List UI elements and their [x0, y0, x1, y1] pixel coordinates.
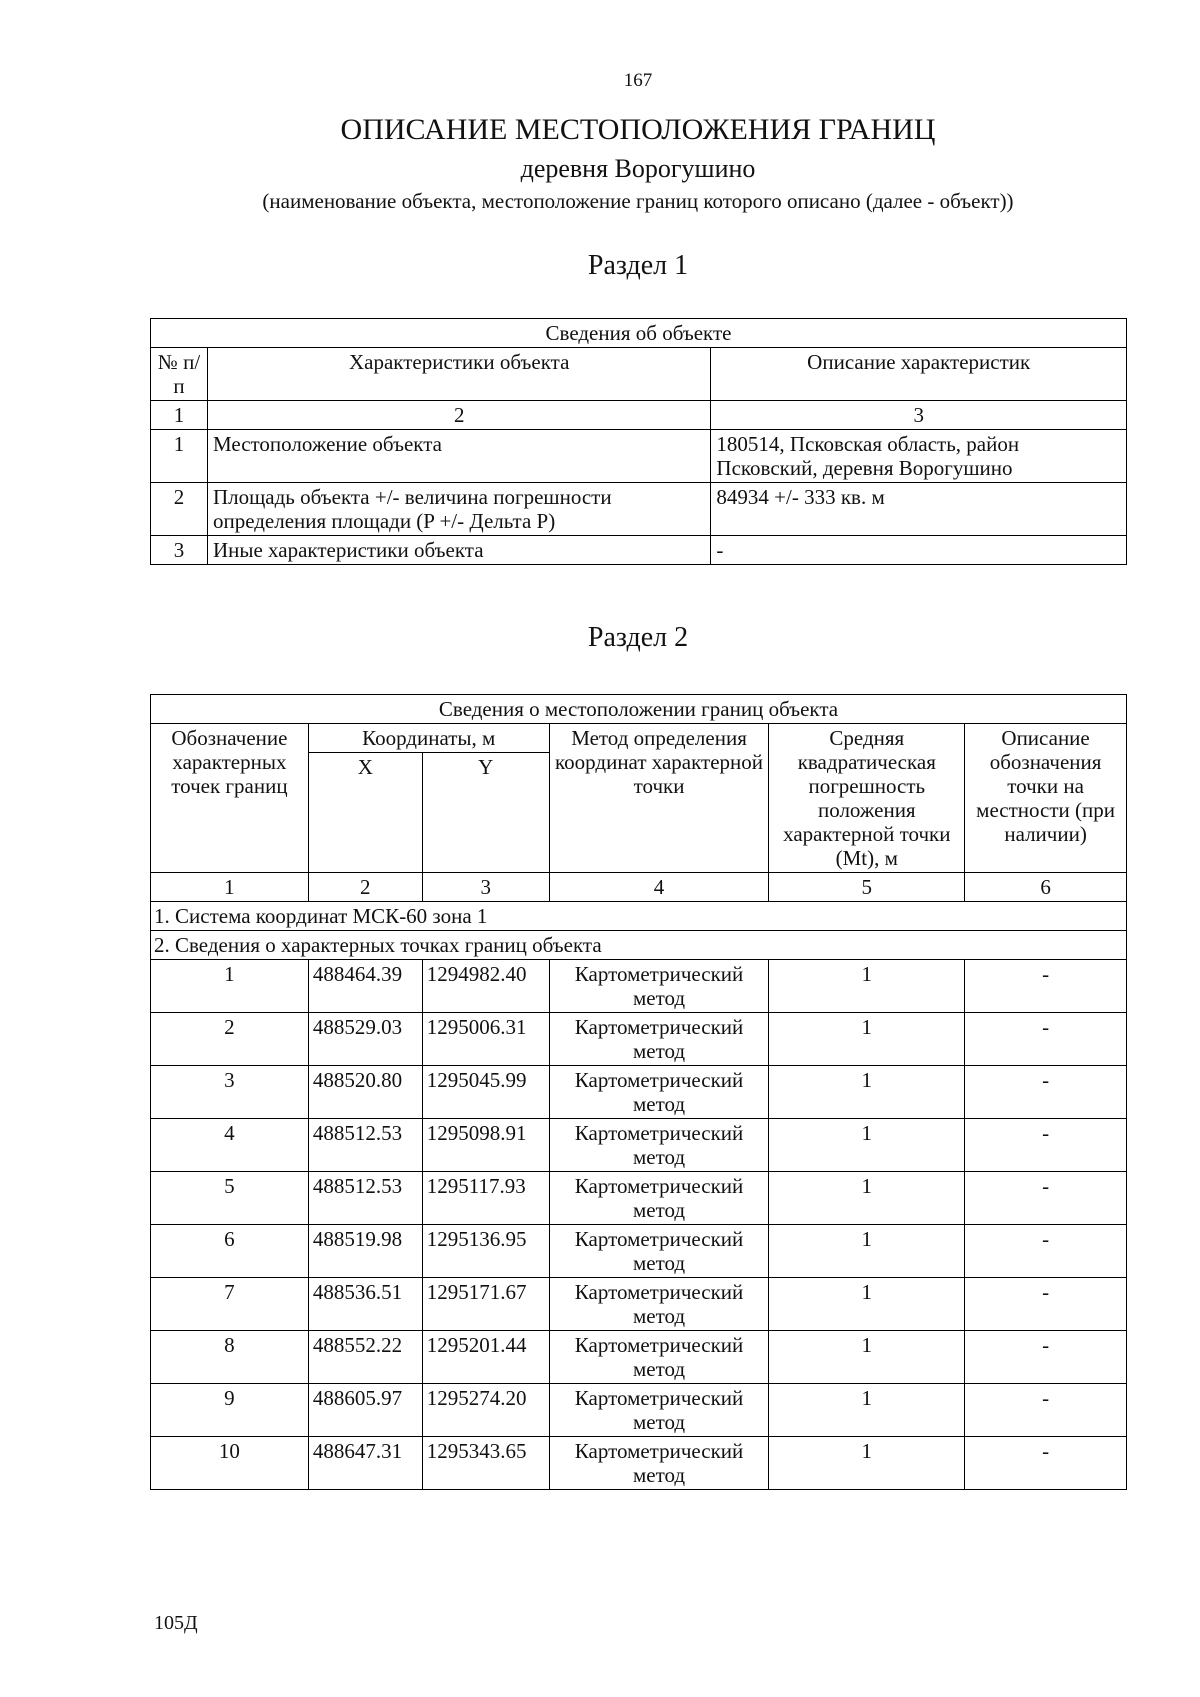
point-error: 1: [769, 1013, 965, 1066]
row-value: 84934 +/- 333 кв. м: [711, 483, 1127, 536]
point-method: Картометрический метод: [549, 1066, 769, 1119]
point-description: -: [965, 1437, 1127, 1490]
point-error: 1: [769, 1172, 965, 1225]
point-id: 6: [151, 1225, 309, 1278]
header-coords: Координаты, м: [308, 724, 549, 753]
point-x: 488464.39: [308, 960, 422, 1013]
point-y: 1294982.40: [422, 960, 549, 1013]
point-y: 1295343.65: [422, 1437, 549, 1490]
column-number: 1: [151, 401, 208, 430]
point-method: Картометрический метод: [549, 1013, 769, 1066]
point-id: 1: [151, 960, 309, 1013]
boundary-points-table: [150, 694, 1127, 1490]
point-x: 488512.53: [308, 1172, 422, 1225]
point-description: -: [965, 1331, 1127, 1384]
row-characteristic: Местоположение объекта: [207, 430, 710, 483]
points-caption: 2. Сведения о характерных точках границ объекта: [151, 931, 1127, 960]
boundary-table-title: Сведения о местоположении границ объекта: [151, 695, 1127, 724]
point-error: 1: [769, 1278, 965, 1331]
point-error: 1: [769, 1066, 965, 1119]
column-number: 5: [769, 873, 965, 902]
point-x: 488647.31: [308, 1437, 422, 1490]
header-point-description: Описание обозначения точки на местности (при наличии): [965, 724, 1127, 873]
object-caption: (наименование объекта, местоположение границ которого описано (далее - объект)): [262, 189, 1014, 213]
point-y: 1295117.93: [422, 1172, 549, 1225]
table-row: [151, 430, 1127, 483]
point-description: -: [965, 1172, 1127, 1225]
point-y: 1295045.99: [422, 1066, 549, 1119]
header-method: Метод определения координат характерной точки: [549, 724, 769, 873]
header-y: Y: [422, 753, 549, 873]
point-x: 488529.03: [308, 1013, 422, 1066]
point-y: 1295098.91: [422, 1119, 549, 1172]
row-num: 1: [151, 430, 208, 483]
column-number: 2: [308, 873, 422, 902]
column-number: 2: [207, 401, 710, 430]
object-name: деревня Ворогушино: [520, 154, 756, 183]
header-x: X: [308, 753, 422, 873]
table-row: [151, 536, 1127, 565]
table-row: [151, 1172, 1127, 1225]
column-number: 1: [151, 873, 309, 902]
header-error: Средняя квадратическая погрешность положения характерной точки (Mt), м: [769, 724, 965, 873]
point-method: Картометрический метод: [549, 960, 769, 1013]
point-id: 8: [151, 1331, 309, 1384]
point-description: -: [965, 1013, 1127, 1066]
row-num: 3: [151, 536, 208, 565]
row-num: 2: [151, 483, 208, 536]
point-method: Картометрический метод: [549, 1384, 769, 1437]
point-id: 9: [151, 1384, 309, 1437]
page-number: 167: [623, 70, 653, 91]
point-error: 1: [769, 1119, 965, 1172]
point-error: 1: [769, 1437, 965, 1490]
row-value: 180514, Псковская область, район Псковский, деревня Ворогушино: [711, 430, 1127, 483]
point-x: 488519.98: [308, 1225, 422, 1278]
point-method: Картометрический метод: [549, 1172, 769, 1225]
point-description: -: [965, 1278, 1127, 1331]
table-row: [151, 960, 1127, 1013]
document-title: ОПИСАНИЕ МЕСТОПОЛОЖЕНИЯ ГРАНИЦ: [340, 113, 936, 146]
point-description: -: [965, 1225, 1127, 1278]
column-number: 4: [549, 873, 769, 902]
point-y: 1295136.95: [422, 1225, 549, 1278]
header-description: Описание характеристик: [711, 348, 1127, 401]
point-method: Картометрический метод: [549, 1225, 769, 1278]
coord-system: 1. Система координат МСК-60 зона 1: [151, 902, 1127, 931]
point-method: Картометрический метод: [549, 1331, 769, 1384]
point-description: -: [965, 1066, 1127, 1119]
point-error: 1: [769, 960, 965, 1013]
point-id: 10: [151, 1437, 309, 1490]
section1-title: Раздел 1: [587, 250, 689, 281]
point-id: 4: [151, 1119, 309, 1172]
table-row: [151, 1119, 1127, 1172]
row-value: -: [711, 536, 1127, 565]
point-error: 1: [769, 1331, 965, 1384]
point-id: 5: [151, 1172, 309, 1225]
table-row: [151, 1013, 1127, 1066]
point-x: 488520.80: [308, 1066, 422, 1119]
row-characteristic: Иные характеристики объекта: [207, 536, 710, 565]
point-description: -: [965, 1384, 1127, 1437]
point-x: 488605.97: [308, 1384, 422, 1437]
table-row: [151, 1437, 1127, 1490]
point-method: Картометрический метод: [549, 1437, 769, 1490]
column-number: 3: [711, 401, 1127, 430]
section2-title: Раздел 2: [587, 622, 689, 653]
table-row: [151, 1384, 1127, 1437]
point-x: 488552.22: [308, 1331, 422, 1384]
point-method: Картометрический метод: [549, 1278, 769, 1331]
table-row: [151, 1278, 1127, 1331]
point-description: -: [965, 960, 1127, 1013]
object-info-table: [150, 318, 1127, 565]
header-num: № п/п: [151, 348, 208, 401]
header-characteristic: Характеристики объекта: [207, 348, 710, 401]
point-y: 1295274.20: [422, 1384, 549, 1437]
table-row: [151, 1331, 1127, 1384]
header-point: Обозначение характерных точек границ: [151, 724, 309, 873]
object-info-table-title: Сведения об объекте: [151, 319, 1127, 348]
point-error: 1: [769, 1384, 965, 1437]
point-x: 488512.53: [308, 1119, 422, 1172]
point-id: 2: [151, 1013, 309, 1066]
point-y: 1295201.44: [422, 1331, 549, 1384]
point-description: -: [965, 1119, 1127, 1172]
table-row: [151, 1066, 1127, 1119]
row-characteristic: Площадь объекта +/- величина погрешности определения площади (P +/- Дельта P): [207, 483, 710, 536]
point-x: 488536.51: [308, 1278, 422, 1331]
point-id: 7: [151, 1278, 309, 1331]
column-number: 6: [965, 873, 1127, 902]
column-number: 3: [422, 873, 549, 902]
point-error: 1: [769, 1225, 965, 1278]
point-y: 1295171.67: [422, 1278, 549, 1331]
point-y: 1295006.31: [422, 1013, 549, 1066]
table-row: [151, 483, 1127, 536]
footer-code: 105Д: [154, 1612, 198, 1634]
point-id: 3: [151, 1066, 309, 1119]
point-method: Картометрический метод: [549, 1119, 769, 1172]
table-row: [151, 1225, 1127, 1278]
